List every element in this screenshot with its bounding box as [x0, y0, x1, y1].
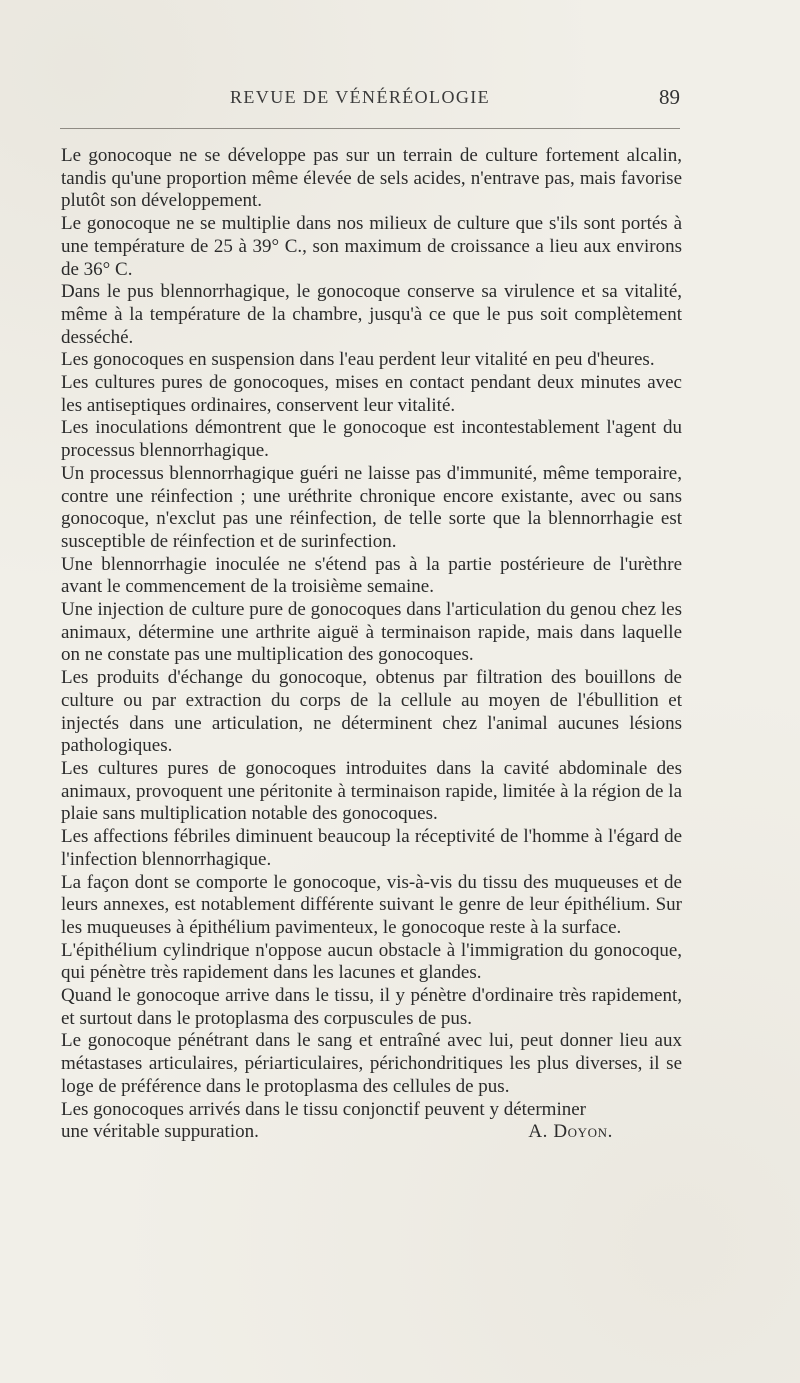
- paragraph-13: La façon dont se comporte le gonocoque, vis-à-vis du tissu des muqueuses et de leurs annexes, est notablement différente suivant le genre de leur épithélium. Sur les muqueuses à épithélium pavimenteux, le gonocoque reste à la surface.: [61, 871, 682, 938]
- paragraph-11: Les cultures pures de gonocoques introduites dans la cavité abdominale des animaux, provoquent une péritonite à terminaison rapide, limitée à la région de la plaie sans multiplication notable des gonocoques.: [61, 757, 682, 825]
- running-title: REVUE DE VÉNÉRÉOLOGIE: [230, 87, 491, 107]
- author-signature: A. Doyon.: [528, 1121, 613, 1143]
- paragraph-10: Les produits d'échange du gonocoque, obtenus par filtration des bouillons de culture ou par extraction du corps de la cellule au moyen de l'ébullition et injectés dans une articulation, ne déterminent chez l'animal aucunes lésions pathologiques.: [61, 667, 682, 757]
- final-paragraph-line-2: [61, 1121, 682, 1144]
- paragraph-9: Une injection de culture pure de gonocoques dans l'articulation du genou chez les animaux, détermine une arthrite aiguë à terminaison rapide, mais dans laquelle on ne constate pas une multiplication des gonocoques.: [61, 599, 682, 666]
- page-header: [60, 87, 680, 117]
- page-number: 89: [659, 85, 680, 109]
- body-text: [61, 145, 682, 1144]
- paragraph-5: Les cultures pures de gonocoques, mises en contact pendant deux minutes avec les antiseptiques ordinaires, conservent leur vitalité.: [61, 372, 682, 416]
- paragraph-15: Quand le gonocoque arrive dans le tissu, il y pénètre d'ordinaire très rapidement, et surtout dans le protoplasma des corpuscules de pus.: [61, 985, 682, 1029]
- paragraph-12: Les affections fébriles diminuent beaucoup la réceptivité de l'homme à l'égard de l'infection blennorrhagique.: [61, 826, 682, 870]
- final-paragraph-text: une véritable suppuration.: [61, 1121, 259, 1143]
- header-rule: [60, 128, 680, 129]
- paragraph-1: Le gonocoque ne se développe pas sur un terrain de culture fortement alcalin, tandis qu'une proportion même élevée de sels acides, n'entrave pas, mais favorise plutôt son développement.: [61, 145, 682, 212]
- paragraph-7: Un processus blennorrhagique guéri ne laisse pas d'immunité, même temporaire, contre une réinfection ; une uréthrite chronique encore existante, avec ou sans gonocoque, n'exclut pas une réinfection, de telle sorte que la blennorrhagie est susceptible de réinfection et de surinfection.: [61, 462, 682, 552]
- final-paragraph: [61, 1099, 682, 1144]
- paragraph-3: Dans le pus blennorrhagique, le gonocoque conserve sa virulence et sa vitalité, même à la température de la chambre, jusqu'à ce que le pus soit complètement desséché.: [61, 281, 682, 348]
- paragraph-8: Une blennorrhagie inoculée ne s'étend pas à la partie postérieure de l'urèthre avant le commencement de la troisième semaine.: [61, 553, 682, 598]
- paragraph-14: L'épithélium cylindrique n'oppose aucun obstacle à l'immigration du gonocoque, qui pénètre très rapidement dans les lacunes et glandes.: [61, 939, 682, 984]
- paragraph-16: Le gonocoque pénétrant dans le sang et entraîné avec lui, peut donner lieu aux métastases articulaires, périarticulaires, périchondritiques les plus diverses, il se loge de préférence dans le protoplasma des cellules de pus.: [61, 1030, 682, 1097]
- paragraph-6: Les inoculations démontrent que le gonocoque est incontestablement l'agent du processus blennorrhagique.: [61, 417, 682, 462]
- paragraph-2: Le gonocoque ne se multiplie dans nos milieux de culture que s'ils sont portés à une température de 25 à 39° C., son maximum de croissance a lieu aux environs de 36° C.: [61, 213, 682, 280]
- paragraph-4: Les gonocoques en suspension dans l'eau perdent leur vitalité en peu d'heures.: [61, 349, 655, 371]
- final-paragraph-line-1: Les gonocoques arrivés dans le tissu conjonctif peuvent y déterminer: [61, 1098, 586, 1120]
